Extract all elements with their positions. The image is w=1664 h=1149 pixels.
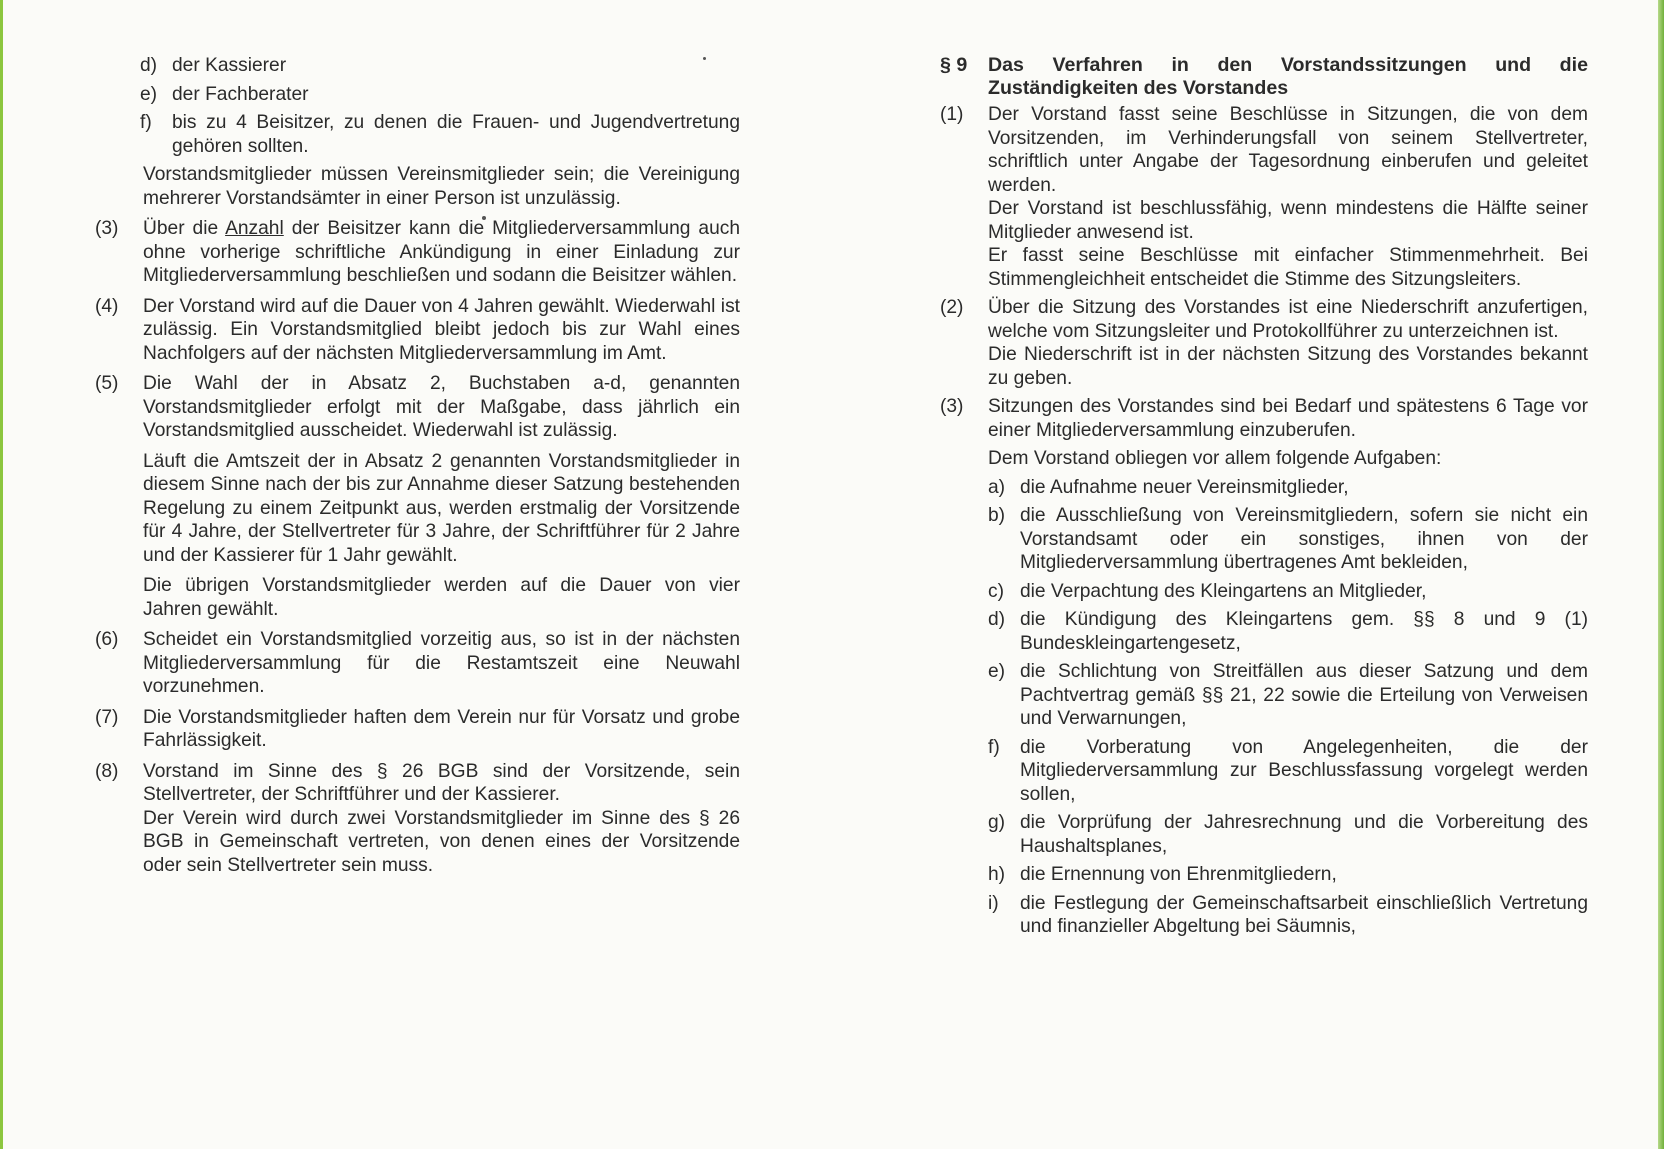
paragraph-5-continuation: Die übrigen Vorstandsmitglieder werden auf die Dauer von vier Jahren gewählt. — [143, 575, 740, 620]
page-edge-left — [0, 0, 3, 1149]
list-text: der Kassierer — [172, 55, 287, 76]
tasks-intro: Dem Vorstand obliegen vor allem folgende Aufgaben: — [988, 448, 1442, 469]
list-text: die Festlegung der Gemeinschaftsarbeit einschließlich Vertretung und finanzieller Abgeltung bei Säumnis, — [1020, 892, 1588, 937]
underlined-word: Anzahl — [225, 218, 284, 239]
paragraph-3 — [940, 395, 1588, 442]
section-heading — [940, 54, 1588, 100]
paragraph-text: Die Vorstandsmitglieder haften dem Verein nur für Vorsatz und grobe Fahrlässigkeit. — [143, 706, 740, 751]
paragraph-text: Die Niederschrift ist in der nächsten Sitzung des Vorstandes bekannt zu geben. — [988, 344, 1588, 389]
paragraph-7 — [95, 706, 740, 753]
section-number: § 9 — [940, 54, 968, 76]
paragraph-5-continuation: Läuft die Amtszeit der in Absatz 2 genannten Vorstandsmitglieder in diesem Sinne nach der bis zur Annahme dieser Satzung bestehenden Regelung zu einem Zeitpunkt aus, werden erstmalig der Vorsitzende für 4 Jahre, der Stellvertreter für 3 Jahre, der Schriftführer für 2 Jahre und der Kassierer für 1 Jahr gewählt. — [143, 450, 740, 566]
list-item — [988, 580, 1588, 604]
section-title: Das Verfahren in den Vorstandssitzungen und die Zuständigkeiten des Vorstandes — [988, 54, 1588, 99]
paragraph-1 — [940, 103, 1588, 291]
list-label: h) — [988, 864, 1006, 885]
right-column — [940, 54, 1588, 939]
list-text: die Aufnahme neuer Vereinsmitglieder, — [1020, 476, 1349, 498]
list-text: die Vorprüfung der Jahresrechnung und die Vorbereitung des Haushaltsplanes, — [1020, 812, 1588, 857]
list-item — [988, 504, 1588, 575]
paragraph-number: (3) — [940, 396, 964, 417]
paragraph-6 — [95, 628, 740, 699]
list-item — [988, 660, 1588, 731]
list-item — [988, 608, 1588, 655]
list-item — [140, 111, 740, 158]
left-column — [95, 54, 740, 877]
paragraph-text: Der Vorstand ist beschlussfähig, wenn mindestens die Hälfte seiner Mitglieder anwesend ist. — [988, 198, 1588, 243]
list-text: die Vorberatung von Angelegenheiten, die der Mitgliederversammlung zur Beschlussfassung vorgelegt werden sollen, — [1020, 736, 1588, 805]
list-item — [140, 54, 740, 78]
list-label: f) — [140, 112, 152, 133]
paragraph-text: Die Wahl der in Absatz 2, Buchstaben a-d, genannten Vorstandsmitglieder erfolgt mit der Maßgabe, dass jährlich ein Vorstandsmitglied ausscheidet. Wiederwahl ist zulässig. — [143, 373, 740, 441]
paragraph-number: (2) — [940, 297, 964, 318]
paragraph-text: Der Verein wird durch zwei Vorstandsmitglieder im Sinne des § 26 BGB in Gemeinschaft vertreten, von denen eines der Vorsitzende oder sein Stellvertreter sein muss. — [143, 807, 740, 876]
list-text: die Schlichtung von Streitfällen aus dieser Satzung und dem Pachtvertrag gemäß §§ 21, 22 sowie die Erteilung von Verweisen und Verwarnungen, — [1020, 661, 1588, 729]
list-label: b) — [988, 505, 1006, 526]
paragraph-number: (8) — [95, 760, 119, 782]
list-label: e) — [988, 661, 1006, 682]
list-label: d) — [140, 55, 158, 76]
paragraph-text: Er fasst seine Beschlüsse mit einfacher Stimmenmehrheit. Bei Stimmengleichheit entscheidet die Stimme des Sitzungsleiters. — [988, 245, 1588, 290]
list-item — [988, 736, 1588, 807]
paragraph-number: (3) — [95, 218, 119, 239]
list-text: der Fachberater — [172, 83, 309, 105]
list-label: g) — [988, 812, 1006, 833]
list-text: bis zu 4 Beisitzer, zu denen die Frauen- und Jugendvertretung gehören sollten. — [172, 112, 740, 157]
paragraph-5 — [95, 372, 740, 443]
paragraph-text: Sitzungen des Vorstandes sind bei Bedarf und spätestens 6 Tage vor einer Mitgliederversammlung einzuberufen. — [988, 396, 1588, 441]
board-member-list — [95, 54, 740, 158]
list-label: e) — [140, 83, 158, 105]
paragraph-text: Über die Anzahl der Beisitzer kann die Mitgliederversammlung auch ohne vorherige schriftliche Ankündigung in einer Einladung zur Mitgliederversammlung beschließen und sodann die Beisitzer wählen. — [143, 218, 741, 286]
list-text: die Ausschließung von Vereinsmitgliedern, sofern sie nicht ein Vorstandsamt oder ein sonstiges, ihnen von der Mitgliederversammlung übertragenes Amt bekleiden, — [1020, 505, 1588, 573]
paragraph-number: (1) — [940, 104, 964, 125]
paragraph-4 — [95, 295, 740, 366]
list-item — [988, 892, 1588, 939]
paragraph-number: (5) — [95, 373, 119, 394]
list-text: die Kündigung des Kleingartens gem. §§ 8 und 9 (1) Bundeskleingartengesetz, — [1020, 609, 1588, 654]
paragraph-3 — [95, 217, 740, 288]
page-edge-right — [1658, 0, 1664, 1149]
paragraph-number: (7) — [95, 706, 119, 728]
list-item — [988, 811, 1588, 858]
paragraph-text: Der Vorstand fasst seine Beschlüsse in Sitzungen, die von dem Vorsitzenden, im Verhinderungsfall von seinem Stellvertreter, schriftlich unter Angabe der Tagesordnung einberufen und geleitet werden. — [988, 104, 1588, 196]
list-item — [988, 476, 1588, 500]
paragraph-members: Vorstandsmitglieder müssen Vereinsmitglieder sein; die Vereinigung mehrerer Vorstandsämter in einer Person ist unzulässig. — [143, 164, 740, 209]
paragraph-8 — [95, 760, 740, 878]
paragraph-number: (6) — [95, 629, 119, 650]
list-label: c) — [988, 580, 1004, 602]
list-label: d) — [988, 609, 1006, 630]
paragraph-2 — [940, 296, 1588, 390]
paragraph-number: (4) — [95, 295, 119, 317]
list-item — [140, 83, 740, 107]
list-text: die Ernennung von Ehrenmitgliedern, — [1020, 864, 1337, 885]
list-label: i) — [988, 892, 999, 914]
paragraph-text: Scheidet ein Vorstandsmitglied vorzeitig aus, so ist in der nächsten Mitgliederversammlung für die Restamtszeit eine Neuwahl vorzunehmen. — [143, 629, 740, 697]
list-item — [988, 863, 1588, 887]
task-list — [940, 476, 1588, 939]
list-label: f) — [988, 736, 1000, 758]
paragraph-text: Vorstand im Sinne des § 26 BGB sind der Vorsitzende, sein Stellvertreter, der Schriftführer und der Kassierer. — [143, 760, 740, 805]
list-text: die Verpachtung des Kleingartens an Mitglieder, — [1020, 580, 1427, 602]
list-label: a) — [988, 476, 1006, 498]
paragraph-text: Über die Sitzung des Vorstandes ist eine Niederschrift anzufertigen, welche vom Sitzungsleiter und Protokollführer zu unterzeichnen ist. — [988, 297, 1588, 342]
paragraph-text: Der Vorstand wird auf die Dauer von 4 Jahren gewählt. Wiederwahl ist zulässig. Ein Vorstandsmitglied bleibt jedoch bis zur Wahl eines Nachfolgers auf der nächsten Mitgliederversammlung im Amt. — [143, 295, 740, 364]
